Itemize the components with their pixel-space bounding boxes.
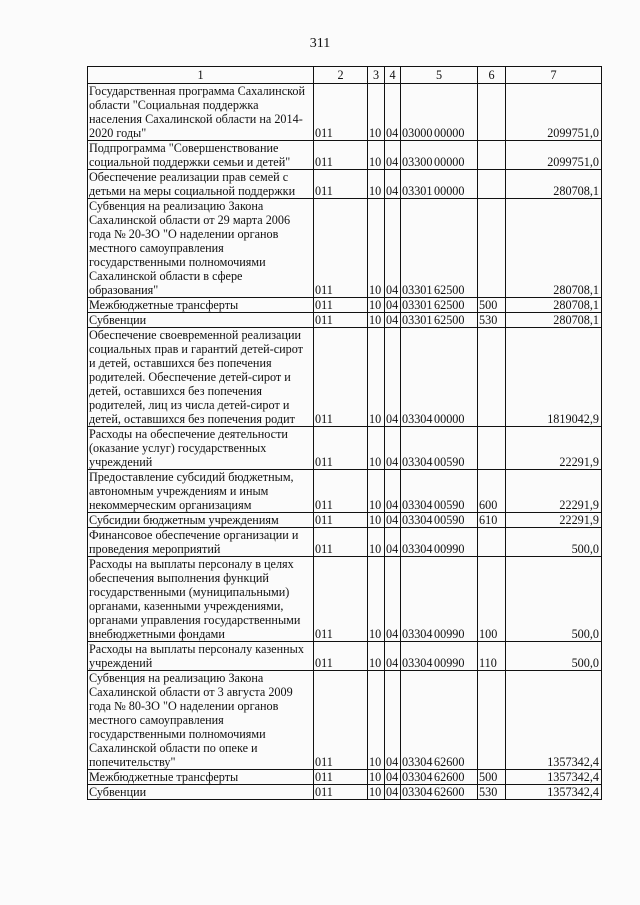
section-code: 10 <box>368 671 385 770</box>
admin-code: 011 <box>314 528 368 557</box>
direction-code: 62500 <box>434 313 465 327</box>
section-code: 10 <box>368 199 385 298</box>
amount: 22291,9 <box>506 513 602 528</box>
row-name: Обеспечение своевременной реализации социальных прав и гарантий детей-сирот и детей, оставшихся без попечения родителей. Обеспечение детей-сирот и детей, оставшихся без попечения родителей, лиц из числа детей-сирот и детей, оставшихся без попечения родит <box>88 328 314 427</box>
expense-type-code: 110 <box>478 642 506 671</box>
column-header: 5 <box>401 67 478 84</box>
expense-type-code: 500 <box>478 298 506 313</box>
admin-code: 011 <box>314 199 368 298</box>
program-code: 03301 <box>402 298 433 312</box>
admin-code: 011 <box>314 298 368 313</box>
expense-type-code <box>478 170 506 199</box>
column-header: 2 <box>314 67 368 84</box>
direction-code: 00000 <box>434 184 465 198</box>
target-article-code <box>401 470 478 513</box>
section-code: 10 <box>368 557 385 642</box>
program-code: 03304 <box>402 755 433 769</box>
amount: 500,0 <box>506 557 602 642</box>
subsection-code: 04 <box>385 513 401 528</box>
column-header: 7 <box>506 67 602 84</box>
subsection-code: 04 <box>385 642 401 671</box>
row-name: Расходы на обеспечение деятельности (оказание услуг) государственных учреждений <box>88 427 314 470</box>
amount: 2099751,0 <box>506 141 602 170</box>
target-article-code <box>401 557 478 642</box>
expense-type-code <box>478 328 506 427</box>
subsection-code: 04 <box>385 557 401 642</box>
section-code: 10 <box>368 298 385 313</box>
target-article-code <box>401 770 478 785</box>
admin-code: 011 <box>314 671 368 770</box>
row-name: Межбюджетные трансферты <box>88 298 314 313</box>
table-row <box>88 141 602 170</box>
section-code: 10 <box>368 470 385 513</box>
table-row <box>88 470 602 513</box>
subsection-code: 04 <box>385 470 401 513</box>
row-name: Подпрограмма "Совершенствование социальной поддержки семьи и детей" <box>88 141 314 170</box>
target-article-code <box>401 513 478 528</box>
direction-code: 00590 <box>434 455 465 469</box>
admin-code: 011 <box>314 557 368 642</box>
direction-code: 00000 <box>434 126 465 140</box>
target-article-code <box>401 298 478 313</box>
row-name: Государственная программа Сахалинской области "Социальная поддержка населения Сахалинской области на 2014-2020 годы" <box>88 84 314 141</box>
expense-type-code: 600 <box>478 470 506 513</box>
table-row <box>88 642 602 671</box>
target-article-code <box>401 671 478 770</box>
section-code: 10 <box>368 770 385 785</box>
subsection-code: 04 <box>385 313 401 328</box>
expense-type-code <box>478 427 506 470</box>
direction-code: 00590 <box>434 498 465 512</box>
section-code: 10 <box>368 513 385 528</box>
row-name: Расходы на выплаты персоналу в целях обеспечения выполнения функций государственными (муниципальными) органами, казенными учреждениями, органами управления государственными внебюджетными фондами <box>88 557 314 642</box>
direction-code: 00000 <box>434 155 465 169</box>
subsection-code: 04 <box>385 528 401 557</box>
amount: 1357342,4 <box>506 671 602 770</box>
expense-type-code <box>478 671 506 770</box>
subsection-code: 04 <box>385 427 401 470</box>
table-row <box>88 427 602 470</box>
target-article-code <box>401 141 478 170</box>
row-name: Финансовое обеспечение организации и проведения мероприятий <box>88 528 314 557</box>
table-row <box>88 84 602 141</box>
page-number: 311 <box>309 36 331 51</box>
target-article-code <box>401 785 478 800</box>
section-code: 10 <box>368 141 385 170</box>
amount: 500,0 <box>506 528 602 557</box>
target-article-code <box>401 313 478 328</box>
subsection-code: 04 <box>385 170 401 199</box>
table-row <box>88 170 602 199</box>
expense-type-code: 530 <box>478 785 506 800</box>
table-row <box>88 313 602 328</box>
subsection-code: 04 <box>385 785 401 800</box>
section-code: 10 <box>368 313 385 328</box>
expense-type-code <box>478 528 506 557</box>
program-code: 03304 <box>402 412 433 426</box>
program-code: 03301 <box>402 184 433 198</box>
section-code: 10 <box>368 785 385 800</box>
row-name: Обеспечение реализации прав семей с детьми на меры социальной поддержки <box>88 170 314 199</box>
direction-code: 62500 <box>434 283 465 297</box>
subsection-code: 04 <box>385 141 401 170</box>
row-name: Предоставление субсидий бюджетным, автономным учреждениям и иным некоммерческим организациям <box>88 470 314 513</box>
table-row <box>88 199 602 298</box>
target-article-code <box>401 642 478 671</box>
admin-code: 011 <box>314 513 368 528</box>
amount: 280708,1 <box>506 199 602 298</box>
admin-code: 011 <box>314 313 368 328</box>
admin-code: 011 <box>314 785 368 800</box>
row-name: Субвенции <box>88 785 314 800</box>
table-row <box>88 528 602 557</box>
target-article-code <box>401 427 478 470</box>
program-code: 03304 <box>402 542 433 556</box>
subsection-code: 04 <box>385 770 401 785</box>
amount: 500,0 <box>506 642 602 671</box>
column-header: 1 <box>88 67 314 84</box>
expense-type-code: 610 <box>478 513 506 528</box>
amount: 1357342,4 <box>506 785 602 800</box>
subsection-code: 04 <box>385 199 401 298</box>
direction-code: 00990 <box>434 656 465 670</box>
program-code: 03304 <box>402 513 433 527</box>
program-code: 03304 <box>402 785 433 799</box>
table-row <box>88 513 602 528</box>
target-article-code <box>401 328 478 427</box>
subsection-code: 04 <box>385 328 401 427</box>
admin-code: 011 <box>314 170 368 199</box>
amount: 1357342,4 <box>506 770 602 785</box>
expense-type-code <box>478 141 506 170</box>
admin-code: 011 <box>314 427 368 470</box>
program-code: 03304 <box>402 770 433 784</box>
section-code: 10 <box>368 642 385 671</box>
amount: 1819042,9 <box>506 328 602 427</box>
amount: 280708,1 <box>506 313 602 328</box>
table-row <box>88 770 602 785</box>
table-row <box>88 785 602 800</box>
direction-code: 62600 <box>434 770 465 784</box>
direction-code: 00000 <box>434 412 465 426</box>
program-code: 03304 <box>402 498 433 512</box>
direction-code: 62600 <box>434 755 465 769</box>
target-article-code <box>401 199 478 298</box>
budget-table <box>87 66 602 800</box>
amount: 280708,1 <box>506 298 602 313</box>
table-row <box>88 328 602 427</box>
program-code: 03301 <box>402 313 433 327</box>
expense-type-code <box>478 84 506 141</box>
program-code: 03000 <box>402 126 433 140</box>
amount: 2099751,0 <box>506 84 602 141</box>
row-name: Субвенция на реализацию Закона Сахалинской области от 3 августа 2009 года № 80-ЗО "О наделении органов местного самоуправления государственными полномочиями Сахалинской области по опеке и попечительству" <box>88 671 314 770</box>
section-code: 10 <box>368 328 385 427</box>
amount: 280708,1 <box>506 170 602 199</box>
expense-type-code <box>478 199 506 298</box>
section-code: 10 <box>368 427 385 470</box>
amount: 22291,9 <box>506 427 602 470</box>
amount: 22291,9 <box>506 470 602 513</box>
table-row <box>88 557 602 642</box>
admin-code: 011 <box>314 84 368 141</box>
row-name: Межбюджетные трансферты <box>88 770 314 785</box>
admin-code: 011 <box>314 328 368 427</box>
section-code: 10 <box>368 84 385 141</box>
row-name: Расходы на выплаты персоналу казенных учреждений <box>88 642 314 671</box>
subsection-code: 04 <box>385 84 401 141</box>
program-code: 03300 <box>402 155 433 169</box>
direction-code: 62600 <box>434 785 465 799</box>
program-code: 03301 <box>402 283 433 297</box>
section-code: 10 <box>368 170 385 199</box>
admin-code: 011 <box>314 141 368 170</box>
row-name: Субвенция на реализацию Закона Сахалинской области от 29 марта 2006 года № 20-ЗО "О наделении органов местного самоуправления государственными полномочиями Сахалинской области в сфере образования" <box>88 199 314 298</box>
admin-code: 011 <box>314 470 368 513</box>
expense-type-code: 530 <box>478 313 506 328</box>
target-article-code <box>401 528 478 557</box>
subsection-code: 04 <box>385 671 401 770</box>
row-name: Субсидии бюджетным учреждениям <box>88 513 314 528</box>
target-article-code <box>401 170 478 199</box>
target-article-code <box>401 84 478 141</box>
direction-code: 62500 <box>434 298 465 312</box>
admin-code: 011 <box>314 770 368 785</box>
subsection-code: 04 <box>385 298 401 313</box>
program-code: 03304 <box>402 455 433 469</box>
expense-type-code: 500 <box>478 770 506 785</box>
expense-type-code: 100 <box>478 557 506 642</box>
column-header: 6 <box>478 67 506 84</box>
program-code: 03304 <box>402 656 433 670</box>
direction-code: 00590 <box>434 513 465 527</box>
header-row <box>88 67 602 84</box>
column-header: 4 <box>385 67 401 84</box>
section-code: 10 <box>368 528 385 557</box>
table-row <box>88 298 602 313</box>
program-code: 03304 <box>402 627 433 641</box>
table-row <box>88 671 602 770</box>
direction-code: 00990 <box>434 627 465 641</box>
column-header: 3 <box>368 67 385 84</box>
direction-code: 00990 <box>434 542 465 556</box>
row-name: Субвенции <box>88 313 314 328</box>
admin-code: 011 <box>314 642 368 671</box>
